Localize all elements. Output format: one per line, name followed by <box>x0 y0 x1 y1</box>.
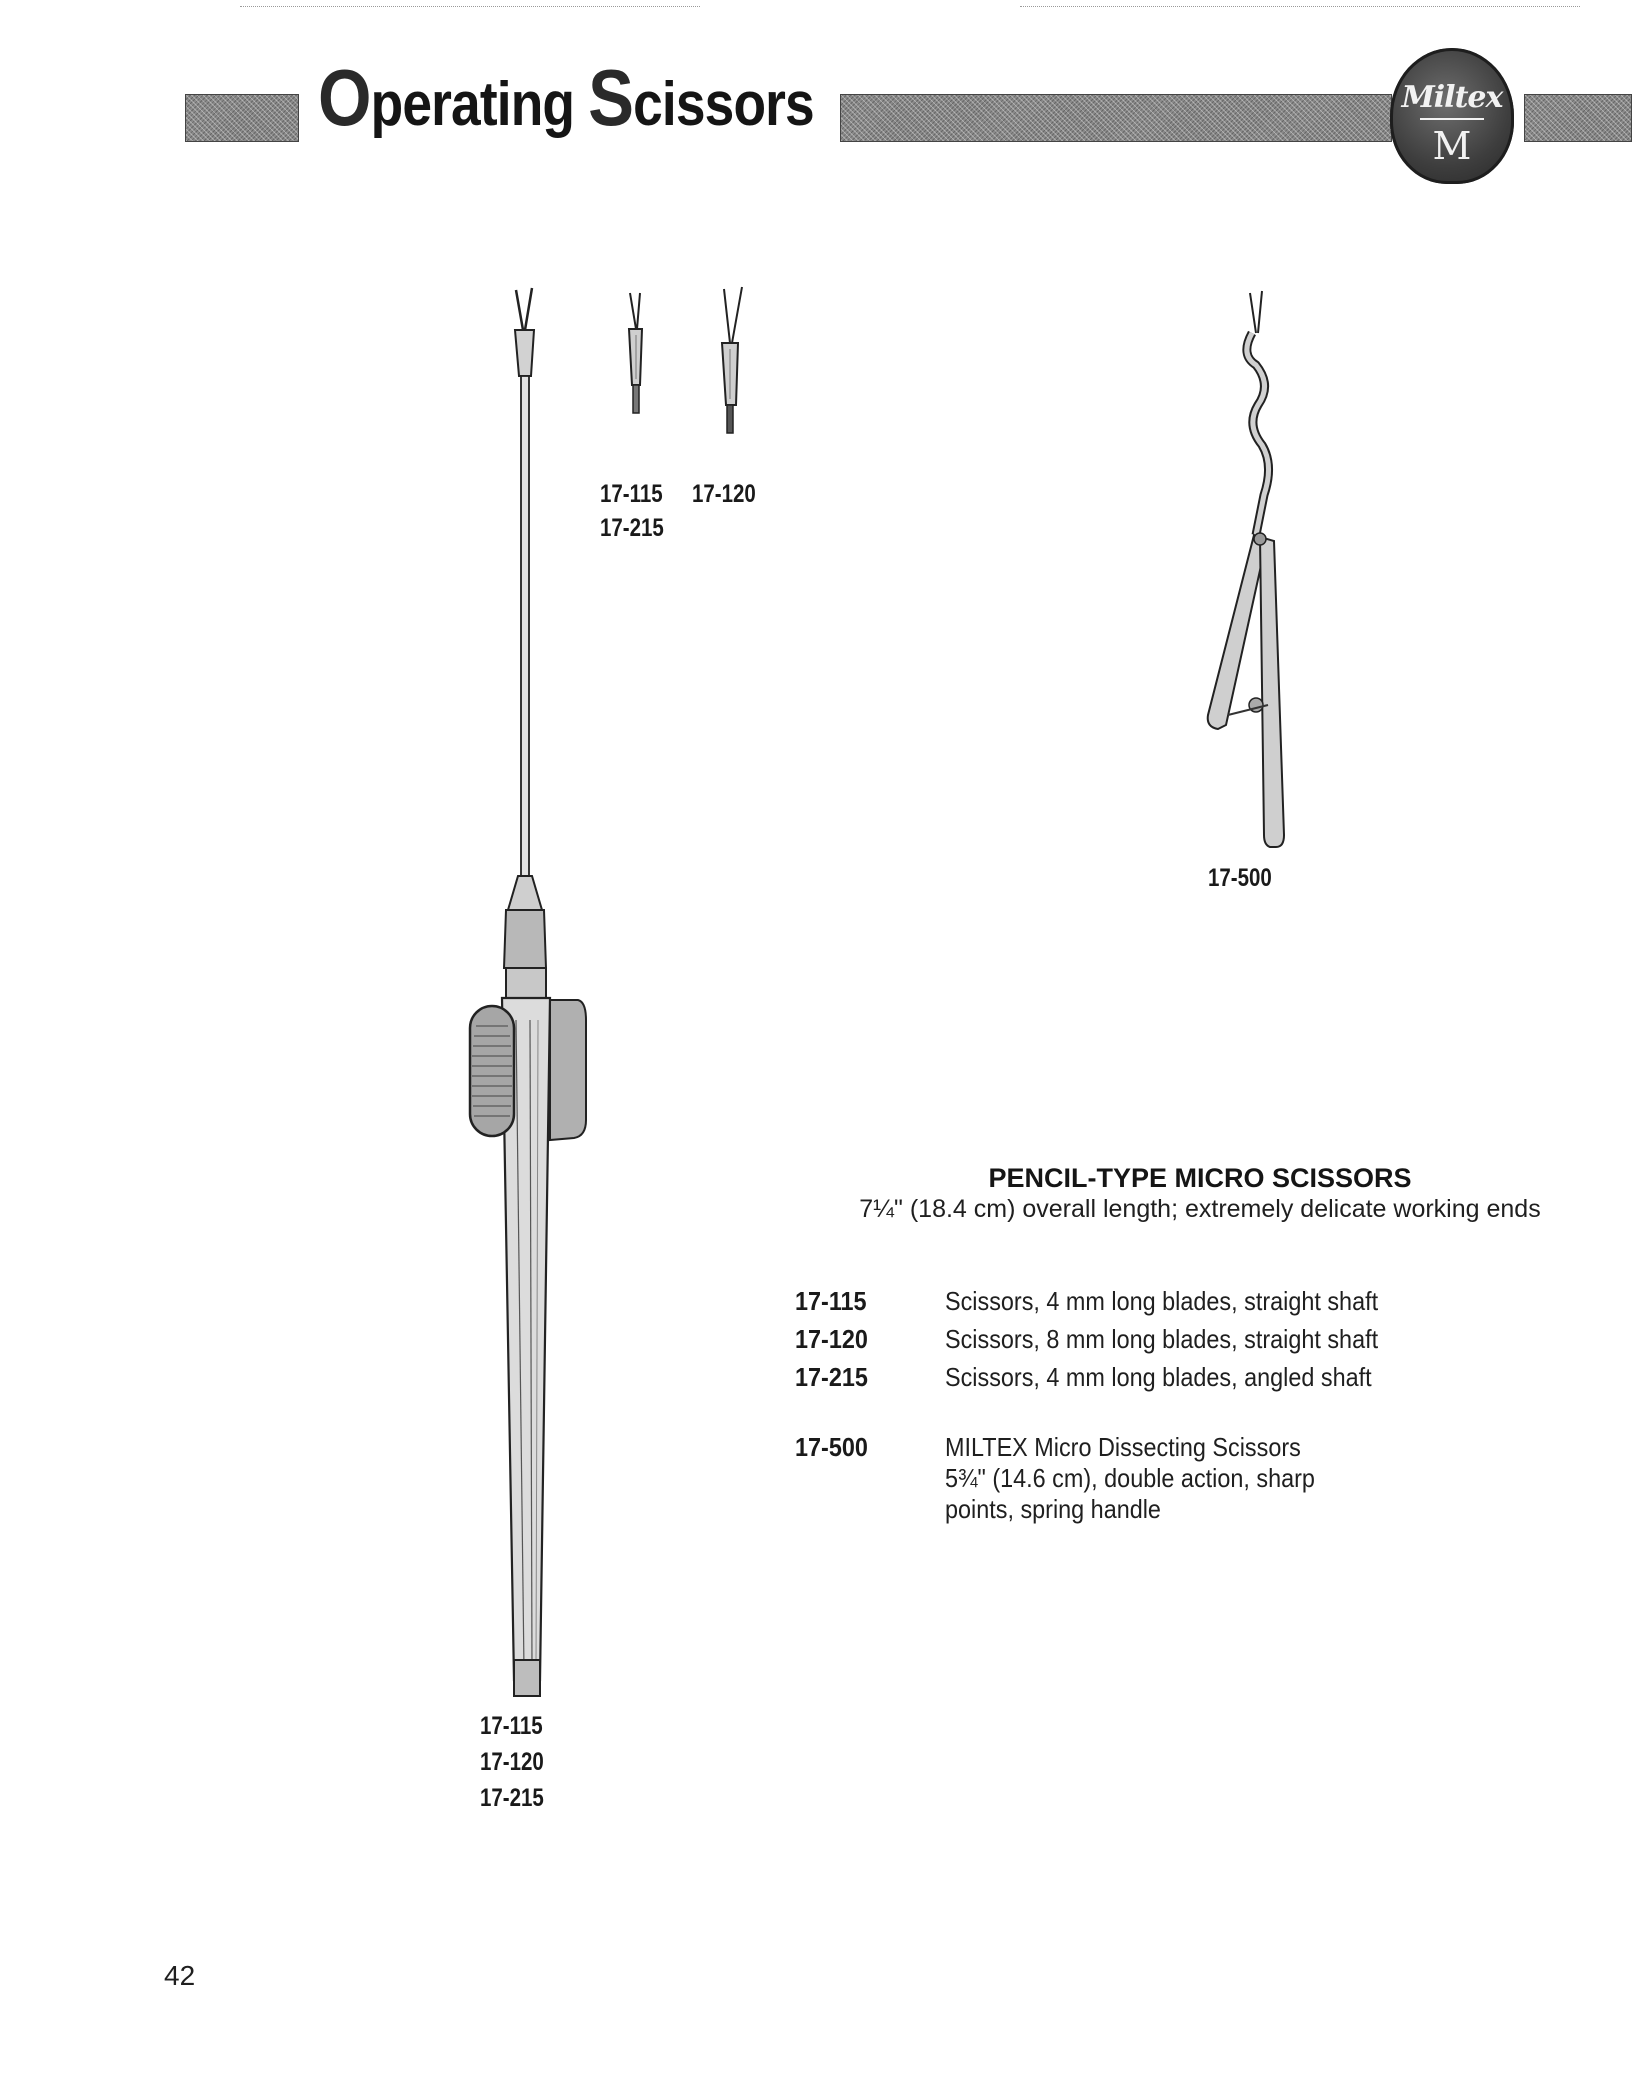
product-desc: Scissors, 8 mm long blades, straight shaft <box>945 1324 1379 1354</box>
scissor-tip-17-120-illustration <box>700 285 760 435</box>
pencil-micro-scissors-illustration <box>450 280 600 1720</box>
page-number: 42 <box>164 1960 196 1991</box>
title-word-rest: perating <box>370 70 575 139</box>
pencil-label-17-120: 17-120 <box>480 1748 544 1776</box>
tip-label-17-215: 17-215 <box>600 514 664 542</box>
tip-label-17-115: 17-115 <box>600 480 663 508</box>
product-heading: PENCIL-TYPE MICRO SCISSORS <box>988 1163 1412 1193</box>
header-bar-middle <box>840 94 1392 142</box>
product-code: 17-215 <box>795 1362 868 1392</box>
logo-script-text: Miltex <box>1401 80 1503 115</box>
scan-artifact-top <box>1020 6 1580 9</box>
header-bar-right <box>1524 94 1632 142</box>
spring-handle-scissors-illustration <box>1180 285 1320 855</box>
title-word-rest: cissors <box>633 70 814 139</box>
product-description: 7¼" (18.4 cm) overall length; extremely delicate working ends <box>859 1195 1541 1223</box>
miltex-logo <box>1390 48 1514 184</box>
scan-artifact-top <box>240 6 700 9</box>
tip-label-17-120: 17-120 <box>692 480 756 508</box>
scissor-tip-17-115-illustration <box>610 285 660 415</box>
product-code: 17-120 <box>795 1324 868 1354</box>
pencil-label-17-215: 17-215 <box>480 1784 544 1812</box>
product-desc: Scissors, 4 mm long blades, angled shaft <box>945 1362 1372 1392</box>
pencil-label-17-115: 17-115 <box>480 1712 543 1740</box>
title-initial-s: S <box>588 53 634 142</box>
spring-label-17-500: 17-500 <box>1208 864 1272 892</box>
header-bar-left <box>185 94 299 142</box>
logo-underline <box>1420 118 1484 120</box>
product-code: 17-115 <box>795 1286 867 1316</box>
logo-initial: M <box>1432 124 1472 168</box>
product-desc: MILTEX Micro Dissecting Scissors 5¾" (14.6 cm), double action, sharp points, spring handle <box>945 1432 1315 1524</box>
product-desc: Scissors, 4 mm long blades, straight shaft <box>945 1286 1379 1316</box>
title-initial-o: O <box>318 53 371 142</box>
product-code: 17-500 <box>795 1432 868 1462</box>
page-title <box>318 53 814 142</box>
